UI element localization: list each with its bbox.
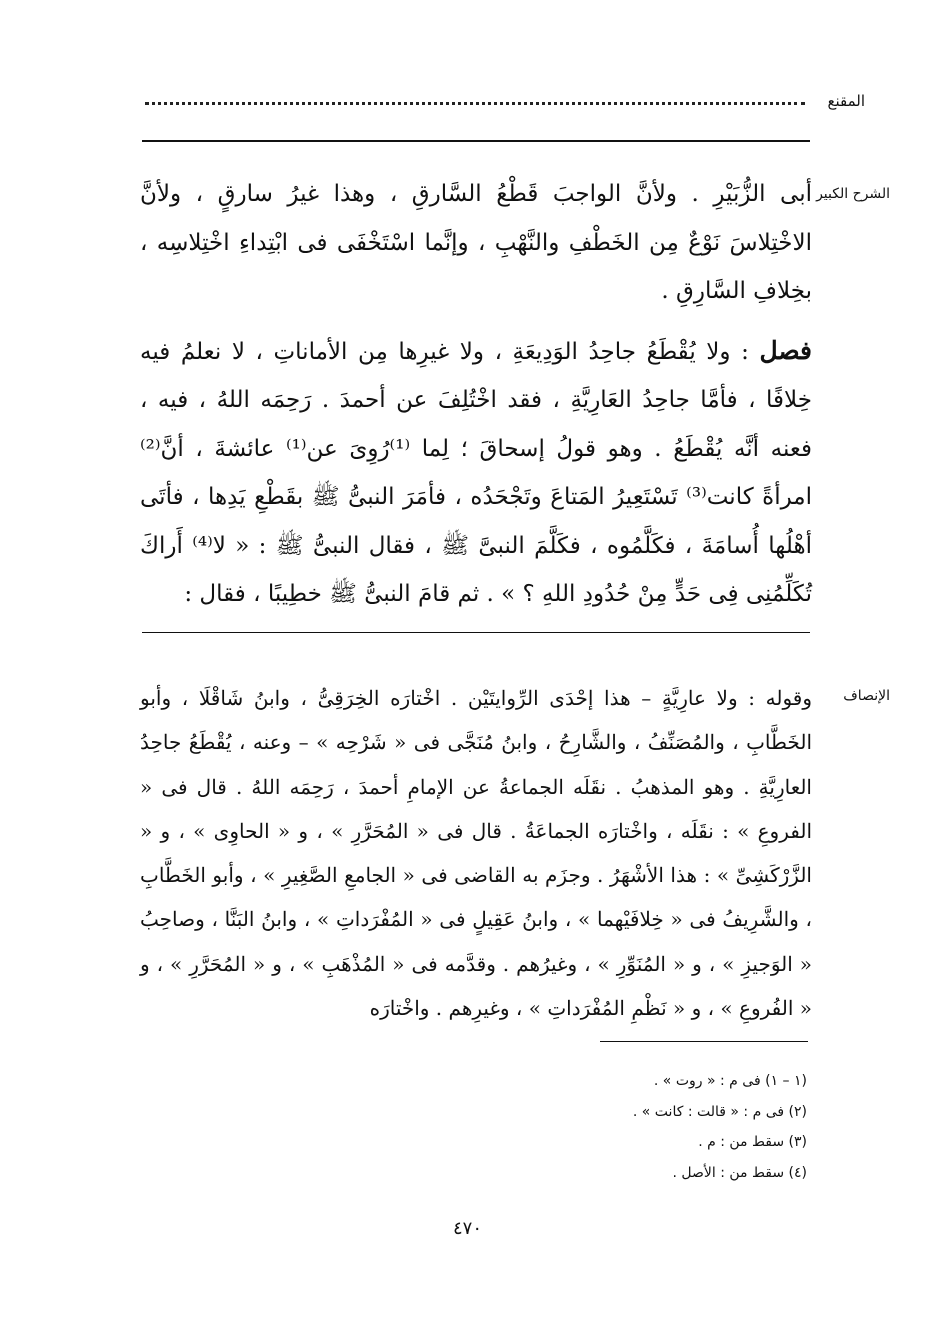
footnote-2: (٢) فى م : « قالت : كانت » . xyxy=(632,1103,807,1120)
sharh-paragraph-2 xyxy=(140,327,812,619)
side-label-sharh: الشرح الكبير xyxy=(816,186,890,202)
footnote-rule xyxy=(600,1041,808,1042)
insaf-section xyxy=(140,676,812,1030)
footnote-1: (١ – ١) فى م : « روت » . xyxy=(653,1073,807,1089)
page-number: ٤٧٠ xyxy=(452,1218,482,1239)
footnotes xyxy=(507,1066,807,1188)
footnote-4: (٤) سقط من : الأصل . xyxy=(672,1164,807,1181)
fasl-heading: فصل xyxy=(759,335,813,365)
running-header: المقنع xyxy=(827,92,865,110)
sharh-section xyxy=(140,170,812,619)
side-label-insaf: الإنصاف xyxy=(843,688,890,704)
sharh-paragraph-1: أبى الزُّبَيْرِ . ولأنَّ الواجبَ قَطْعُ السَّارقِ ، وهذا غيرُ سارقٍ ، ولأنَّ الاخْتِلاسَ نَوْعٌ مِن الخَطْفِ والنَّهْبِ ، وإنَّما اسْتَخْفَى فى ابْتِداءِ اخْتِلاسِه ، بخِلافِ السَّارِقِ . xyxy=(140,181,812,304)
header-rule xyxy=(142,140,810,142)
sharh-paragraph-2-text: : ولا يُقْطَعُ جاحِدُ الوَدِيعَةِ ، ولا غيرِها مِن الأماناتِ ، لا نعلمُ فيه خِلافًا ، فأمَّا جاحِدُ العَارِيَّةِ ، فقد اخْتُلِفَ عن أحمدَ . رَحِمَه اللهُ ، فيه ، فعنه أنَّه يُقْطَعُ . وهو قولُ إسحاقَ ؛ لِما ⁽¹⁾رُوِىَ عن⁽¹⁾ عائشةَ ، أنَّ⁽²⁾ امرأةً كانت⁽³⁾ تَسْتَعِيرُ المَتاعَ وتَجْحَدُه ، فأمَرَ النبىُّ ﷺ بقَطْعِ يَدِها ، فأتَى أهْلُها أُسامَةَ ، فكَلَّمُوه ، فكَلَّمَ النبىَّ ﷺ ، فقال النبىُّ ﷺ : « لا⁽⁴⁾ أَراكَ تُكَلِّمُنِى فِى حَدٍّ مِنْ حُدُودِ اللهِ ؟ » . ثم قامَ النبىُّ ﷺ خطِيبًا ، فقال : xyxy=(140,338,813,607)
footnote-3: (٣) سقط من : م . xyxy=(698,1134,807,1150)
insaf-paragraph: وقوله : ولا عارِيَّةٍ – هذا إحْدَى الرِّوايتَيْن . اخْتارَه الخِرَقِىُّ ، وابنُ شَاقْلَا ، وأبو الخَطَّابِ ، والمُصَنِّفُ ، والشَّارِحُ ، وابنُ مُنَجَّى فى « شَرْحِه » – وعنه ، يُقْطَعُ جاحِدُ العارِيَّةِ . وهو المذهبُ . نقَلَه الجماعةُ عن الإمامِ أحمدَ ، رَحِمَه اللهُ . قال فى « الفروعِ » : نقَلَه ، واخْتارَه الجماعَةُ . قال فى « المُحَرَّرِ » ، و « الحاوِى » ، و « الزَّرْكَشِىِّ » : هذا الأشْهَرُ . وجزَم به القاضى فى « الجامعِ الصَّغِيرِ » ، وأبو الخَطَّابِ ، والشَّرِيفُ فى « خِلافَيْهما » ، وابنُ عَقِيلٍ فى « المُفْرَداتِ » ، وابنُ البَنَّا ، وصاحِبُ « الوَجيزِ » ، و « المُنَوِّرِ » ، وغيرُهم . وقدَّمه فى « المُذْهَبِ » ، و « المُحَرَّرِ » ، و « الفُروعِ » ، و « نَظْمِ المُفْرَداتِ » ، وغيرِهم . واخْتارَه xyxy=(140,686,812,1021)
section-divider xyxy=(142,632,810,633)
header-dotted-leader xyxy=(145,102,805,105)
